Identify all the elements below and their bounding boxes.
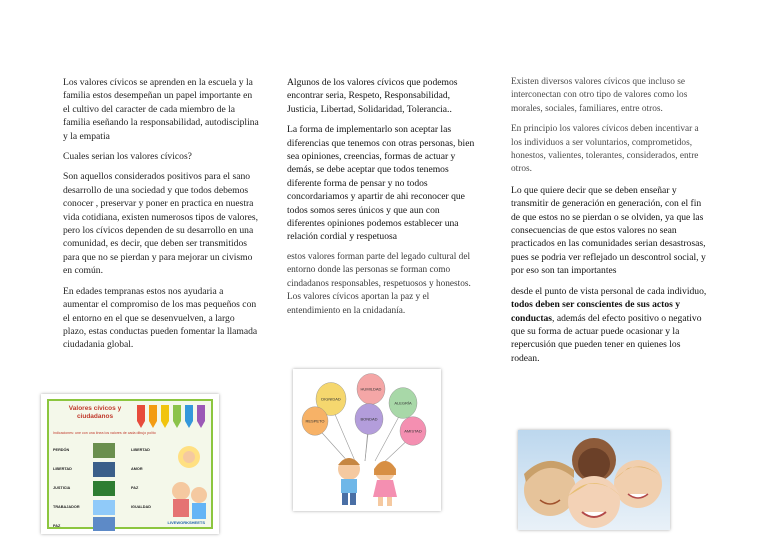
col1-paragraph-1: Los valores cívicos se aprenden en la escuela y la familia estos desempeñan un papel importante en el cultivo del caracter de cada miembro de la familia eseñando la responsabilidad, autodisciplina y la empatia bbox=[63, 77, 259, 142]
col1-paragraph-2: Cuales serian los valores cívicos? bbox=[63, 151, 192, 163]
crayon-icon bbox=[137, 405, 145, 421]
col3-paragraph-4 bbox=[511, 285, 707, 365]
poster-cartoon-children-icon bbox=[167, 441, 211, 531]
poster-word: TRABAJADOR bbox=[53, 505, 80, 509]
crayon-tip-icon bbox=[197, 421, 205, 428]
poster-word: PAZ bbox=[131, 486, 139, 490]
poster-word: PERDÓN bbox=[53, 448, 70, 452]
crayon-tip-icon bbox=[173, 421, 181, 428]
crayon-tip-icon bbox=[137, 421, 145, 428]
crayon-tip-icon bbox=[185, 421, 193, 428]
col3-p4-start: desde el punto de vista personal de cada individuo, bbox=[511, 285, 707, 297]
poster-words-right bbox=[131, 441, 151, 517]
poster-words-left bbox=[53, 441, 80, 534]
col2-paragraph-2: La forma de implementarlo son aceptar las diferencias que tenemos con otras personas, bien sea opiniones, creencias, formas de actuar y demás, se debe aceptar que todos tenemos diferente forma de pensar y no todos concordariamos y apartir de ahi reconocer que todos somos seres únicos y que aun con diferentes opiniones podemos establecer una relación cordial y respetuosa bbox=[287, 124, 475, 243]
poster-word: LIBERTAD bbox=[53, 467, 72, 471]
balloons-illustration bbox=[293, 369, 441, 511]
column-2 bbox=[287, 76, 477, 325]
children-faces-illustration bbox=[518, 430, 670, 530]
col1-paragraph-4: En edades tempranas estos nos ayudaria a aumentar el compromiso de los mas pequeños con el entorno en el que se desenvuelven, a largo plazo, estas conductas pueden fomentar la llamada ciudadania global. bbox=[63, 285, 258, 351]
crayon-icon bbox=[197, 405, 205, 421]
column-1 bbox=[63, 76, 259, 359]
balloon-label: BONDAD bbox=[360, 416, 378, 422]
poster-pictures-left-icon bbox=[91, 441, 121, 533]
col2-paragraph-1: Algunos de los valores cívicos que podemos encontrar seria, Respeto, Responsabilidad, Justicia, Libertad, Solidaridad, Tolerancia.. bbox=[287, 77, 458, 115]
balloon-label: DIGNIDAD bbox=[321, 396, 341, 402]
crayon-icon bbox=[161, 405, 169, 421]
kids-with-balloons-image bbox=[293, 369, 441, 511]
poster-title: Valores cívicos y ciudadanos bbox=[68, 405, 122, 420]
crayon-icon bbox=[173, 405, 181, 421]
worksheet-poster-image bbox=[41, 394, 219, 534]
crayon-icon bbox=[185, 405, 193, 421]
balloon-label: ALEGRÍA bbox=[394, 400, 412, 406]
children-smiling-photo bbox=[518, 430, 670, 530]
balloon-label: AMISTAD bbox=[404, 428, 422, 434]
col3-p4-end: , además del efecto positivo o negativo que su forma de actuar puede ocasionar y la repercusión que pueden tener en quienes los rodean. bbox=[511, 312, 702, 364]
poster-frame bbox=[47, 399, 213, 529]
poster-word: JUSTICIA bbox=[53, 486, 71, 490]
poster-subtitle: Indicaciones: une con una línea los valores de cada dibujo polito bbox=[53, 431, 156, 435]
col1-paragraph-3: Son aquellos considerados positivos para el sano desarrollo de una sociedad y que todos debemos conocer , preservar y poner en practica en nuestra vida cotidiana, existen numerosos tipos de valores, pero los cívicos dependen de su desarrollo en una comunidad, es decir, que deben ser transmitidos para que no se pierdan y para mejorar un civismo en común. bbox=[63, 171, 259, 277]
col3-paragraph-1: Existen diversos valores cívicos que incluso se interconectan con otro tipo de valores como los morales, sociales, familiares, entre otros. bbox=[511, 77, 688, 114]
column-3 bbox=[511, 76, 707, 372]
crayon-icon bbox=[149, 405, 157, 421]
crayons-icon bbox=[133, 403, 213, 429]
balloon-label: RESPETO bbox=[305, 418, 325, 424]
col3-paragraph-2: En principio los valores cívicos deben incentivar a los individuos a ser voluntarios, comprometidos, honestos, valientes, tolerantes, considerados, entre otros. bbox=[511, 124, 699, 175]
col3-p4-bold: todos deben ser conscientes de sus actos y conductas bbox=[511, 299, 681, 324]
crayon-tip-icon bbox=[149, 421, 157, 428]
col3-paragraph-3: Lo que quiere decir que se deben enseñar y transmitir de generación en generación, con el fin de que estos no se pierdan o se olviden, ya que las consecuencias de que estos valores no sean practicados en las comunidades serian desastrosas, pues se podria ver reflejado un descontrol social, y por eso son tan importantes bbox=[511, 184, 706, 277]
poster-word: LIBERTAD bbox=[131, 448, 150, 452]
col2-paragraph-3: estos valores forman parte del legado cultural del entorno donde las personas se forman como cindadanos responsables, respetuosos y honestos. Los valores cívicos aportan la paz y el entendimiento en la cnidadanía. bbox=[287, 251, 471, 316]
poster-word: IGUALDAD bbox=[131, 505, 152, 509]
poster-brand: LIVEWORKSHEETS bbox=[167, 520, 205, 525]
poster-word: AMOR bbox=[131, 467, 143, 471]
balloon-label: HUMILDAD bbox=[360, 386, 382, 392]
poster-word: PAZ bbox=[53, 524, 61, 528]
crayon-tip-icon bbox=[161, 421, 169, 428]
